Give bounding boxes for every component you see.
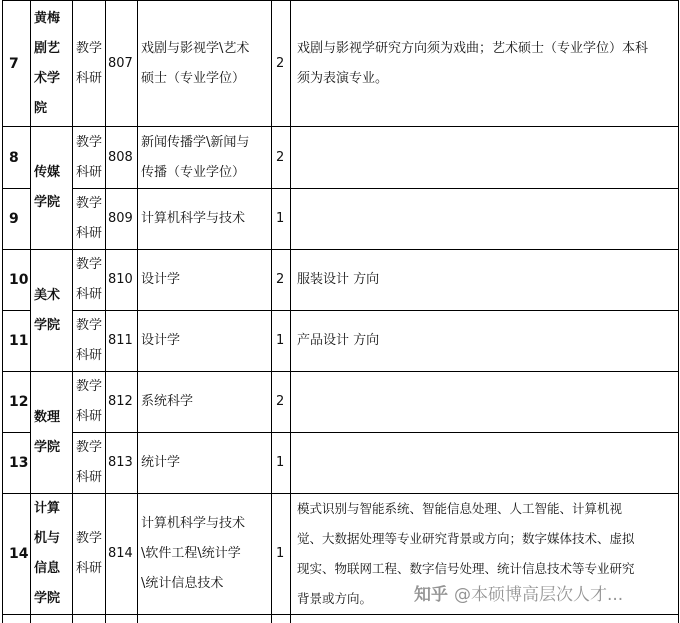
position-code: 811 (106, 311, 138, 372)
position-type: 教学 科研 (73, 189, 106, 250)
table-row-partial (3, 615, 679, 623)
position-type: 教学 科研 (73, 127, 106, 189)
table-row (3, 127, 679, 189)
position-code: 814 (106, 494, 138, 615)
position-type: 教学 科研 (73, 1, 106, 127)
table-row (3, 1, 679, 127)
position-code: 807 (106, 1, 138, 127)
college-name: 传媒 学院 (31, 127, 73, 250)
table-row (3, 494, 679, 615)
headcount: 2 (272, 1, 291, 127)
requirement-note (291, 433, 679, 494)
row-number: 9 (3, 189, 31, 250)
position-code: 809 (106, 189, 138, 250)
table-row (3, 311, 679, 372)
row-number: 8 (3, 127, 31, 189)
headcount: 1 (272, 311, 291, 372)
empty-cell (3, 615, 31, 623)
headcount: 2 (272, 372, 291, 433)
position-code: 810 (106, 250, 138, 311)
college-name: 美术 学院 (31, 250, 73, 372)
headcount: 1 (272, 433, 291, 494)
college-name: 黄梅 剧艺 术学 院 (31, 1, 73, 127)
subject: 新闻传播学\新闻与 传播（专业学位） (138, 127, 272, 189)
empty-cell (106, 615, 138, 623)
table-row (3, 250, 679, 311)
watermark-text: @本硕博高层次人才... (454, 585, 624, 605)
headcount: 2 (272, 250, 291, 311)
college-name: 数理 学院 (31, 372, 73, 494)
position-code: 813 (106, 433, 138, 494)
headcount: 2 (272, 127, 291, 189)
row-number: 10 (3, 250, 31, 311)
subject: 统计学 (138, 433, 272, 494)
position-type: 教学 科研 (73, 372, 106, 433)
requirement-note: 模式识别与智能系统、智能信息处理、人工智能、计算机视 觉、大数据处理等专业研究背景或方向；数字媒体技术、虚拟 现实、物联网工程、数字信号处理、统计信息技术等专业研究 背景或方向。 (291, 494, 679, 615)
row-number: 12 (3, 372, 31, 433)
row-number: 14 (3, 494, 31, 615)
subject: 设计学 (138, 311, 272, 372)
subject: 戏剧与影视学\艺术 硕士（专业学位） (138, 1, 272, 127)
row-number: 11 (3, 311, 31, 372)
table-row (3, 189, 679, 250)
zhihu-logo-icon: 知乎 (414, 585, 448, 605)
empty-cell (291, 615, 679, 623)
position-code: 812 (106, 372, 138, 433)
subject: 计算机科学与技术 \软件工程\统计学 \统计信息技术 (138, 494, 272, 615)
table-row (3, 433, 679, 494)
recruitment-table (2, 0, 679, 623)
table-row (3, 372, 679, 433)
requirement-note: 服装设计 方向 (291, 250, 679, 311)
requirement-note: 产品设计 方向 (291, 311, 679, 372)
requirement-note (291, 127, 679, 189)
requirement-note: 戏剧与影视学研究方向须为戏曲；艺术硕士（专业学位）本科 须为表演专业。 (291, 1, 679, 127)
empty-cell (138, 615, 272, 623)
college-name: 计算 机与 信息 学院 (31, 494, 73, 615)
empty-cell (73, 615, 106, 623)
position-type: 教学 科研 (73, 250, 106, 311)
headcount: 1 (272, 494, 291, 615)
row-number: 13 (3, 433, 31, 494)
subject: 系统科学 (138, 372, 272, 433)
position-type: 教学 科研 (73, 311, 106, 372)
requirement-note (291, 189, 679, 250)
position-code: 808 (106, 127, 138, 189)
row-number: 7 (3, 1, 31, 127)
headcount: 1 (272, 189, 291, 250)
subject: 计算机科学与技术 (138, 189, 272, 250)
subject: 设计学 (138, 250, 272, 311)
position-type: 教学 科研 (73, 433, 106, 494)
position-type: 教学 科研 (73, 494, 106, 615)
requirement-note (291, 372, 679, 433)
empty-cell (31, 615, 73, 623)
empty-cell (272, 615, 291, 623)
